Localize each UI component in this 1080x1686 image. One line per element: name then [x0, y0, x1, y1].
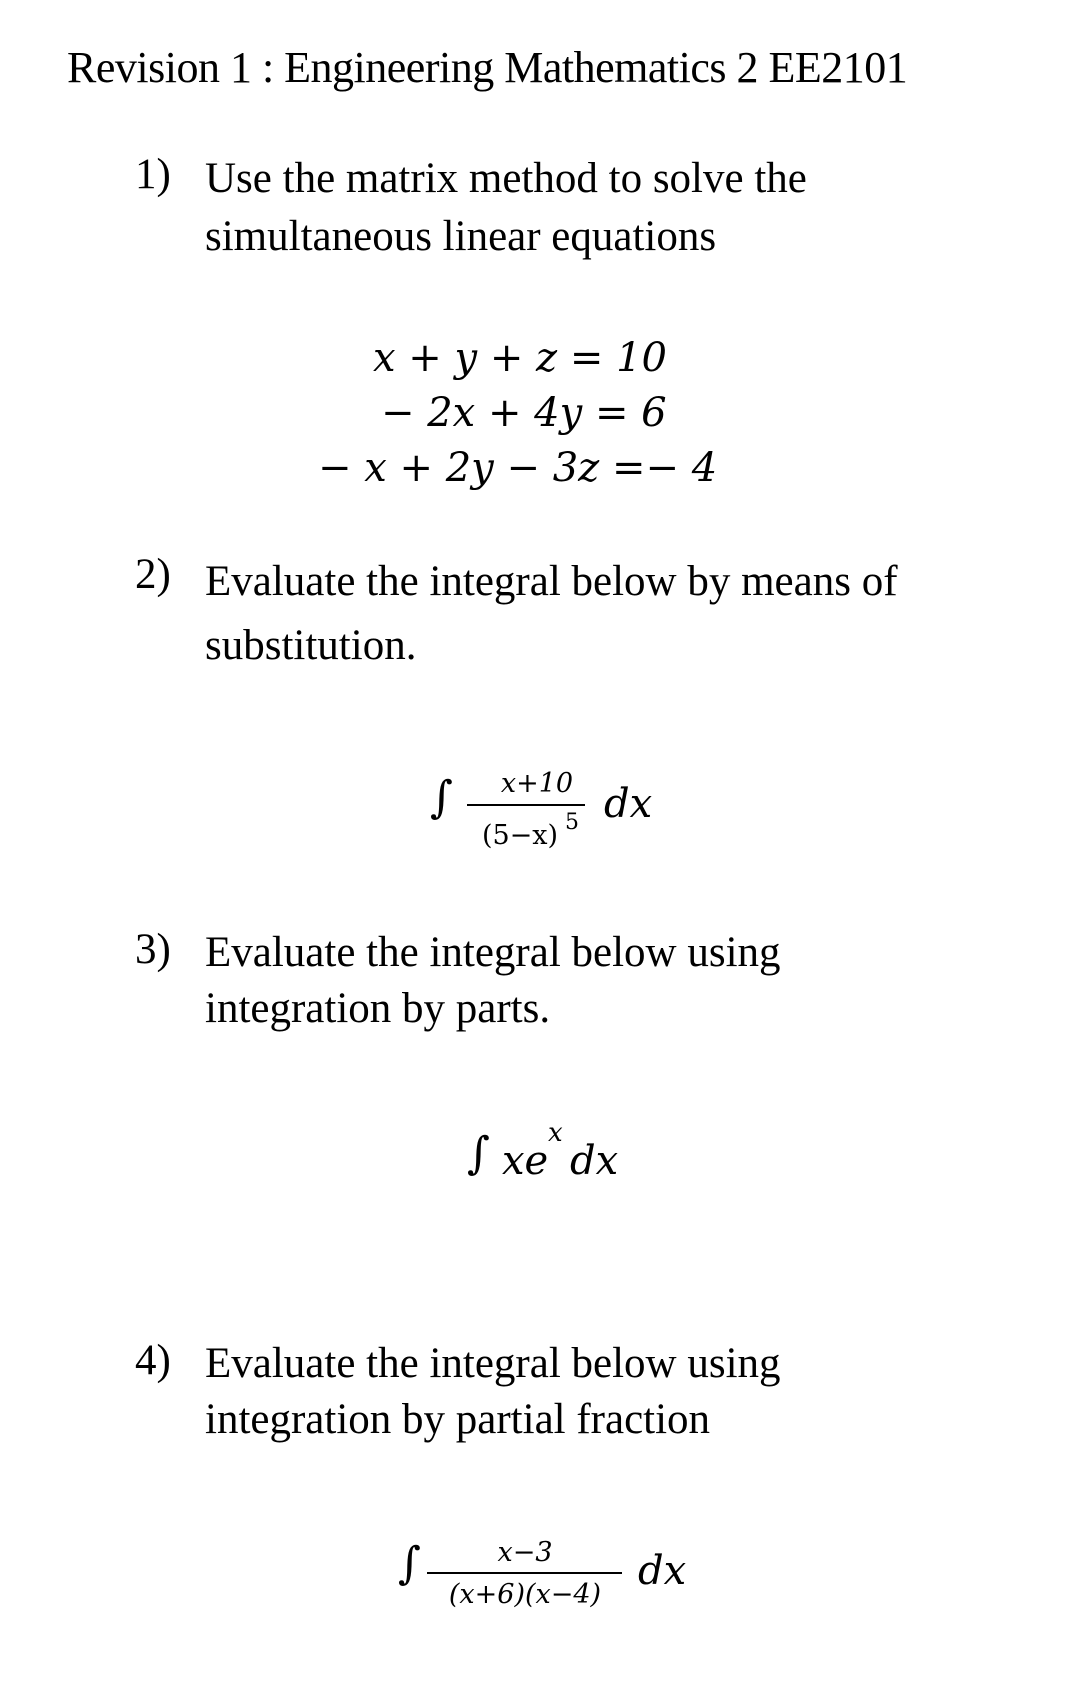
- question-text-line: Evaluate the integral below using: [205, 929, 781, 976]
- differential: dx: [604, 781, 653, 827]
- differential: dx: [570, 1138, 619, 1184]
- integral-sign: ∫: [430, 772, 453, 823]
- integrand-base: xe: [502, 1138, 549, 1184]
- question-text-line: simultaneous linear equations: [205, 213, 717, 260]
- fraction-numerator: x−3: [497, 1537, 553, 1568]
- equation-2: − 2x + 4y = 6: [381, 390, 667, 436]
- question-text-line: integration by partial fraction: [205, 1396, 711, 1443]
- question-text-line: integration by parts.: [205, 985, 551, 1032]
- exponent: x: [548, 1118, 563, 1148]
- fraction-numerator: x+10: [500, 768, 574, 799]
- fraction-denominator: (x+6)(x−4): [448, 1579, 602, 1610]
- integral-sign: ∫: [398, 1538, 421, 1589]
- fraction-denominator: (5−x): [481, 820, 559, 851]
- question-text-line: substitution.: [205, 622, 417, 669]
- question-number: 3): [135, 926, 171, 973]
- differential: dx: [638, 1548, 687, 1594]
- equation-1: x + y + z = 10: [373, 335, 667, 381]
- question-number: 2): [135, 551, 171, 598]
- question-text-line: Evaluate the integral below by means of: [205, 558, 898, 605]
- fraction-bar: [427, 1572, 622, 1574]
- question-text-line: Use the matrix method to solve the: [205, 155, 807, 202]
- page-title: Revision 1 : Engineering Mathematics 2 EE2101: [67, 43, 908, 92]
- denominator-exponent: 5: [565, 810, 579, 835]
- question-number: 4): [135, 1337, 171, 1384]
- equation-3: − x + 2y − 3z =− 4: [318, 445, 718, 491]
- question-number: 1): [135, 151, 171, 198]
- integral-sign: ∫: [467, 1128, 490, 1179]
- fraction-bar: [467, 804, 585, 806]
- question-text-line: Evaluate the integral below using: [205, 1340, 781, 1387]
